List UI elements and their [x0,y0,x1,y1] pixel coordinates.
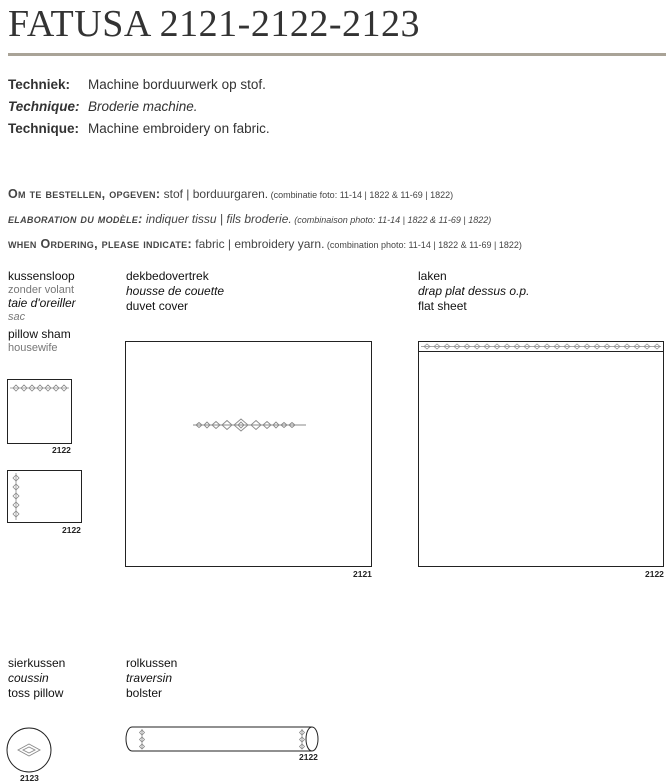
ordering-head: Om te bestellen, opgeven: [8,187,161,201]
ordering-note: (combinaison photo: 11-14 | 1822 & 11-69 | 1822) [291,215,492,225]
pillow-en: pillow sham [8,327,71,341]
technique-value: Broderie machine. [88,99,198,114]
ordering-text: fabric | embroidery yarn. [191,237,325,251]
duvet-fr: housse de couette [126,284,225,298]
bolster-labels [126,656,177,701]
flat-sheet-diagram [418,341,664,567]
technique-label: Technique: [8,99,80,114]
duvet-cover-diagram [125,341,372,567]
sheet-fr: drap plat dessus o.p. [418,284,530,298]
housewife-diagram [7,470,82,523]
embroidery-border-icon [419,342,663,351]
embroidery-motif-icon [192,417,307,433]
product-code: 2123 [20,773,39,783]
product-code: 2122 [62,525,81,535]
ordering-head: elaboration du modèle: [8,212,143,226]
ordering-nl [8,187,453,201]
pillow-nl: kussensloop [8,269,75,283]
ordering-en [8,237,522,251]
ordering-fr [8,212,491,226]
technique-value: Machine embroidery on fabric. [88,121,270,136]
ordering-note: (combinatie foto: 11-14 | 1822 & 11-69 | 1822) [268,190,454,200]
duvet-en: duvet cover [126,299,189,313]
bolster-en: bolster [126,686,163,700]
ordering-text: indiquer tissu | fils broderie. [142,212,292,226]
sheet-hem [419,342,663,352]
product-code: 2122 [52,445,71,455]
duvet-nl: dekbedovertrek [126,269,209,283]
title-divider [8,53,666,56]
toss-nl: sierkussen [8,656,66,670]
pillow-nl-sub: zonder volant [8,284,75,296]
technique-fr [8,99,198,114]
embroidery-border-icon [8,382,71,396]
toss-en: toss pillow [8,686,64,700]
ordering-note: (combination photo: 11-14 | 1822 & 11-69 | 1822) [324,240,522,250]
sheet-labels [418,269,529,314]
toss-pillow-diagram [6,727,52,773]
toss-fr: coussin [8,671,49,685]
pillow-fr: taie d'oreiller [8,296,76,310]
technique-label: Techniek: [8,77,71,92]
technique-value: Machine borduurwerk op stof. [88,77,266,92]
technique-label: Technique: [8,121,80,136]
product-code: 2121 [353,569,372,579]
pillow-en-sub: housewife [8,342,58,354]
ordering-head: when Ordering, please indicate: [8,237,192,251]
pillow-sham-diagram [7,379,72,444]
page-title: FATUSA 2121-2122-2123 [8,3,420,45]
ordering-text: stof | borduurgaren. [160,187,269,201]
embroidery-border-icon [10,471,24,522]
product-code: 2122 [299,752,318,762]
product-code: 2122 [645,569,664,579]
bolster-diagram [124,726,320,752]
toss-labels [8,656,65,701]
sheet-en: flat sheet [418,299,467,313]
pillow-fr-sub: sac [8,311,26,323]
technique-en [8,121,270,136]
bolster-fr: traversin [126,671,173,685]
pillow-labels [8,269,76,354]
sheet-nl: laken [418,269,447,283]
bolster-nl: rolkussen [126,656,178,670]
technique-nl [8,77,266,92]
duvet-labels [126,269,224,314]
